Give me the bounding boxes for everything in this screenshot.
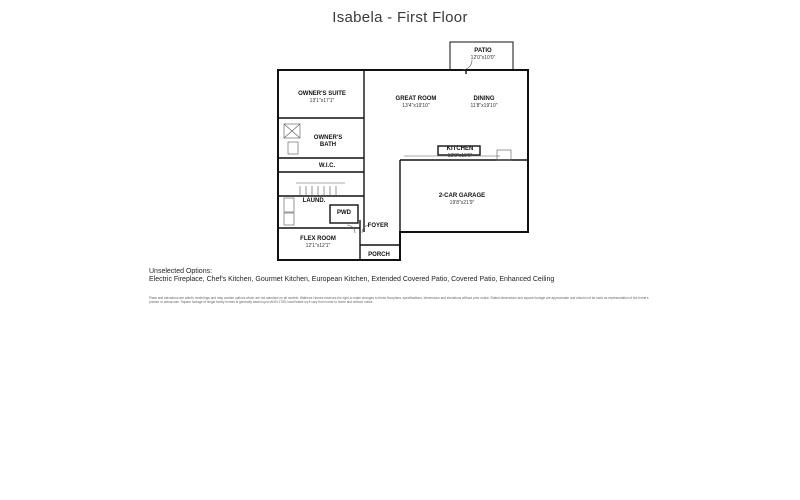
room-garage <box>425 193 499 207</box>
room-patio <box>458 48 508 62</box>
disclaimer-text: Plans and elevations are artist's renderings and may contain options which are not standard on all models. Wathens Homes reserves the right to make changes to these floorplans, specifications, dimensions and elevations without prior notice. Stated dimensions and square footage are approximate and should not be used as representation of the home's precise or actual size. Square footage of single family homes is generally based upon ANSI Z765; total livable sq ft vary from home to home and without notice. <box>149 296 649 304</box>
room-kitchen <box>430 146 490 160</box>
room-kitchen-label: KITCHEN <box>446 146 474 152</box>
room-garage-dim: 19'8"x21'9" <box>449 200 475 206</box>
room-great-room-dim: 13'4"x19'10" <box>402 103 430 109</box>
room-dining <box>459 96 509 110</box>
room-flex-room <box>292 236 344 250</box>
room-foyer-label: FOYER <box>367 223 389 229</box>
room-porch <box>364 252 394 259</box>
room-porch-label: PORCH <box>368 252 390 258</box>
unselected-options <box>149 268 661 284</box>
room-laundry-label: LAUND. <box>302 198 326 204</box>
room-patio-dim: 12'0"x10'0" <box>470 55 496 61</box>
room-owners-bath-label: OWNER'S BATH <box>313 135 343 148</box>
room-wic <box>312 163 342 170</box>
room-powder-label: PWD <box>337 210 351 216</box>
room-kitchen-dim: 13'8"x10'6" <box>447 153 473 159</box>
unselected-options-heading: Unselected Options: <box>149 268 213 275</box>
room-wic-label: W.I.C. <box>318 163 336 169</box>
room-owners-suite-dim: 13'1"x17'1" <box>309 98 335 104</box>
plan-title: Isabela - First Floor <box>332 9 468 26</box>
room-laundry <box>299 198 329 205</box>
room-owners-suite-label: OWNER'S SUITE <box>298 91 346 97</box>
room-dining-dim: 11'8"x19'10" <box>470 103 498 109</box>
room-powder <box>331 210 357 217</box>
room-patio-label: PATIO <box>474 48 492 54</box>
unselected-options-list: Electric Fireplace, Chef's Kitchen, Gourmet Kitchen, European Kitchen, Extended Covered Patio, Covered Patio, Enhanced Ceiling <box>149 276 555 283</box>
room-great-room <box>388 96 444 110</box>
room-great-room-label: GREAT ROOM <box>395 96 437 102</box>
room-garage-label: 2-CAR GARAGE <box>438 193 486 199</box>
room-foyer <box>363 223 393 230</box>
room-owners-suite <box>296 91 348 105</box>
room-dining-label: DINING <box>473 96 495 102</box>
room-flex-room-dim: 12'1"x12'1" <box>305 243 331 249</box>
room-flex-room-label: FLEX ROOM <box>300 236 336 242</box>
room-owners-bath <box>307 135 349 149</box>
